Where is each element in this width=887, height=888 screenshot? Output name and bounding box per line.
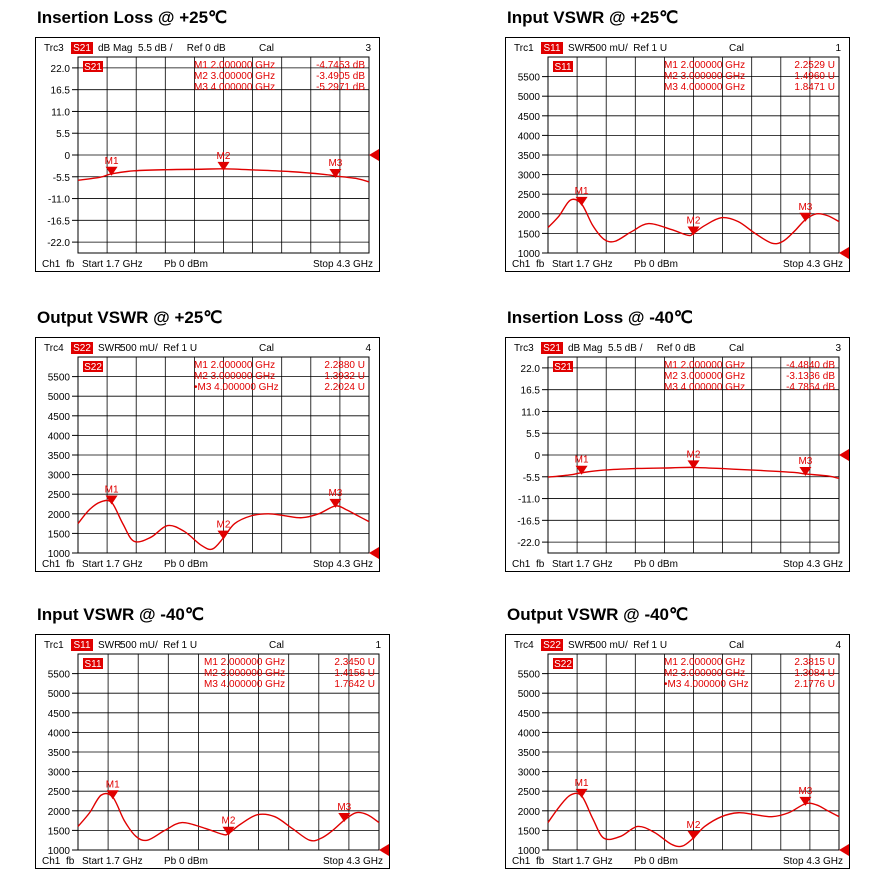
analyzer-screen bbox=[35, 37, 380, 272]
marker-readout-label: M1 2.000000 GHz bbox=[664, 657, 746, 668]
y-tick-label: 22.0 bbox=[520, 363, 540, 375]
y-tick-label: 1500 bbox=[517, 826, 540, 838]
stop-frequency: Stop 4.3 GHz bbox=[312, 559, 373, 570]
format-label: SWR bbox=[98, 343, 122, 354]
y-tick-label: 5500 bbox=[47, 669, 70, 681]
y-tick-label: 4500 bbox=[517, 111, 540, 123]
trace-label: Trc3 bbox=[44, 43, 64, 54]
y-tick-label: 3500 bbox=[517, 151, 540, 162]
cal-label: Cal bbox=[729, 43, 745, 54]
marker-readout-value: 2.2529 U bbox=[794, 60, 835, 71]
marker-readout-value: 2.3450 U bbox=[334, 657, 375, 668]
fb-label: fb bbox=[536, 559, 545, 570]
chart-title: Output VSWR @ +25℃ bbox=[37, 308, 223, 327]
y-tick-label: 0 bbox=[64, 151, 70, 162]
cal-label: Cal bbox=[729, 640, 745, 651]
y-tick-label: -11.0 bbox=[47, 194, 70, 206]
marker-readout-label: M2 3.000000 GHz bbox=[664, 71, 746, 82]
cal-label: Cal bbox=[729, 343, 745, 354]
marker-label: M3 bbox=[798, 785, 813, 797]
format-label: SWR bbox=[568, 43, 592, 54]
chart-svg bbox=[36, 38, 379, 271]
trace-badge-label: S22 bbox=[84, 362, 102, 373]
trace-badge-label: S22 bbox=[554, 659, 572, 670]
chart-panel-insertion-loss-m40c bbox=[505, 308, 850, 571]
chart-svg bbox=[506, 635, 849, 868]
marker-label: M3 bbox=[328, 157, 343, 169]
chart-title: Input VSWR @ -40℃ bbox=[37, 605, 204, 624]
y-tick-label: 4000 bbox=[47, 431, 70, 443]
chart-title: Insertion Loss @ +25℃ bbox=[37, 8, 228, 27]
y-tick-label: 3000 bbox=[47, 470, 70, 482]
y-tick-label: 3000 bbox=[47, 767, 70, 779]
marker-label: M2 bbox=[216, 519, 231, 531]
stop-frequency: Stop 4.3 GHz bbox=[322, 856, 383, 867]
start-frequency: Start 1.7 GHz bbox=[552, 259, 613, 270]
marker-label: M1 bbox=[104, 155, 119, 167]
scale-label: 5.5 dB / bbox=[138, 43, 173, 54]
channel-label: Ch1 bbox=[42, 259, 61, 270]
marker-readout-value: -3.4905 dB bbox=[316, 71, 365, 82]
marker-readout-label: M2 3.000000 GHz bbox=[664, 668, 746, 679]
param-label: S11 bbox=[543, 43, 561, 54]
power-label: Pb 0 dBm bbox=[634, 856, 678, 867]
marker-readout-value: -4.7864 dB bbox=[786, 382, 835, 393]
y-tick-label: 2000 bbox=[47, 806, 70, 818]
trace-label: Trc4 bbox=[514, 640, 534, 651]
format-label: dB Mag bbox=[98, 43, 133, 54]
scale-label: 500 mU/ bbox=[590, 640, 628, 651]
reference-arrow bbox=[379, 844, 389, 856]
y-tick-label: 4500 bbox=[517, 708, 540, 720]
y-tick-label: 2000 bbox=[517, 806, 540, 818]
stop-frequency: Stop 4.3 GHz bbox=[312, 259, 373, 270]
scale-label: 500 mU/ bbox=[590, 43, 628, 54]
marker-readout-label: M2 3.000000 GHz bbox=[194, 71, 276, 82]
marker-readout-label: M1 2.000000 GHz bbox=[204, 657, 286, 668]
stop-frequency: Stop 4.3 GHz bbox=[782, 259, 843, 270]
marker-readout-value: -3.1336 dB bbox=[786, 371, 835, 382]
y-tick-label: 5500 bbox=[47, 372, 70, 384]
marker-label: M3 bbox=[798, 201, 813, 213]
y-tick-label: 3500 bbox=[517, 748, 540, 759]
y-tick-label: 2000 bbox=[517, 209, 540, 221]
marker-label: M1 bbox=[574, 777, 589, 789]
trace-badge-label: S11 bbox=[84, 659, 102, 670]
scale-label: 500 mU/ bbox=[120, 343, 158, 354]
start-frequency: Start 1.7 GHz bbox=[82, 559, 143, 570]
y-tick-label: -22.0 bbox=[517, 538, 540, 550]
ref-label: Ref 1 U bbox=[633, 43, 668, 54]
analyzer-screen bbox=[505, 337, 850, 572]
marker-readout-label: M2 3.000000 GHz bbox=[194, 371, 276, 382]
marker-label: M2 bbox=[686, 819, 701, 831]
y-tick-label: -5.5 bbox=[522, 472, 540, 484]
start-frequency: Start 1.7 GHz bbox=[82, 259, 143, 270]
y-tick-label: 1500 bbox=[517, 229, 540, 241]
channel-label: Ch1 bbox=[512, 259, 531, 270]
trace-number: 1 bbox=[835, 43, 841, 54]
marker-triangle bbox=[688, 831, 700, 840]
chart-panel-output-vswr-m40c bbox=[505, 605, 850, 868]
reference-arrow bbox=[369, 149, 379, 161]
marker-readout-label: •M3 4.000000 GHz bbox=[194, 382, 279, 393]
analyzer-screen bbox=[505, 37, 850, 272]
y-tick-label: 3000 bbox=[517, 170, 540, 182]
chart-panel-insertion-loss-25c bbox=[35, 8, 380, 271]
start-frequency: Start 1.7 GHz bbox=[552, 559, 613, 570]
fb-label: fb bbox=[66, 856, 75, 867]
marker-readout-label: M2 3.000000 GHz bbox=[204, 668, 286, 679]
chart-panel-input-vswr-m40c bbox=[35, 605, 390, 868]
y-tick-label: 22.0 bbox=[50, 63, 70, 75]
marker-label: M1 bbox=[105, 779, 120, 791]
reference-arrow bbox=[839, 449, 849, 461]
y-tick-label: 4500 bbox=[47, 411, 70, 423]
param-label: S22 bbox=[543, 640, 561, 651]
marker-readout-value: 2.3815 U bbox=[794, 657, 835, 668]
param-label: S11 bbox=[73, 640, 91, 651]
fb-label: fb bbox=[66, 259, 75, 270]
marker-readout-value: 1.3084 U bbox=[794, 668, 835, 679]
chart-title: Insertion Loss @ -40℃ bbox=[507, 308, 693, 327]
trace-number: 4 bbox=[365, 343, 371, 354]
reference-arrow bbox=[839, 844, 849, 856]
cal-label: Cal bbox=[269, 640, 285, 651]
fb-label: fb bbox=[66, 559, 75, 570]
chart-svg bbox=[36, 338, 379, 571]
format-label: dB Mag bbox=[568, 343, 603, 354]
y-tick-label: 5500 bbox=[517, 669, 540, 681]
y-tick-label: -22.0 bbox=[47, 238, 70, 250]
reference-arrow bbox=[369, 547, 379, 559]
trace-label: Trc1 bbox=[514, 43, 534, 54]
y-tick-label: 3000 bbox=[517, 767, 540, 779]
y-tick-label: 1500 bbox=[47, 529, 70, 541]
y-tick-label: 5000 bbox=[47, 689, 70, 701]
marker-readout-label: M1 2.000000 GHz bbox=[664, 360, 746, 371]
y-tick-label: 5000 bbox=[517, 689, 540, 701]
trace-number: 3 bbox=[365, 43, 371, 54]
format-label: SWR bbox=[98, 640, 122, 651]
marker-readout-value: 2.1776 U bbox=[794, 679, 835, 690]
power-label: Pb 0 dBm bbox=[164, 259, 208, 270]
marker-readout-value: 1.4960 U bbox=[794, 71, 835, 82]
stop-frequency: Stop 4.3 GHz bbox=[782, 559, 843, 570]
y-tick-label: 11.0 bbox=[521, 407, 540, 419]
trace-number: 4 bbox=[835, 640, 841, 651]
marker-readout-label: M1 2.000000 GHz bbox=[194, 60, 276, 71]
marker-readout-value: 1.7642 U bbox=[334, 679, 375, 690]
marker-label: M1 bbox=[104, 484, 119, 496]
y-tick-label: 2500 bbox=[47, 787, 70, 799]
marker-triangle bbox=[218, 531, 230, 540]
analyzer-screen bbox=[35, 337, 380, 572]
marker-label: M3 bbox=[337, 802, 352, 814]
y-tick-label: -16.5 bbox=[517, 516, 540, 528]
scale-label: 5.5 dB / bbox=[608, 343, 643, 354]
marker-label: M3 bbox=[328, 487, 343, 499]
power-label: Pb 0 dBm bbox=[634, 559, 678, 570]
y-tick-label: 2000 bbox=[47, 509, 70, 521]
ref-label: Ref 1 U bbox=[163, 640, 198, 651]
analyzer-screen bbox=[505, 634, 850, 869]
trace-badge-label: S21 bbox=[554, 362, 572, 373]
y-tick-label: 2500 bbox=[517, 787, 540, 799]
fb-label: fb bbox=[536, 856, 545, 867]
marker-readout-label: M3 4.000000 GHz bbox=[204, 679, 286, 690]
chart-svg bbox=[506, 338, 849, 571]
trace-badge-label: S11 bbox=[554, 62, 572, 73]
y-tick-label: -16.5 bbox=[47, 216, 70, 228]
chart-svg bbox=[506, 38, 849, 271]
marker-readout-value: 2.2024 U bbox=[324, 382, 365, 393]
trace-number: 3 bbox=[835, 343, 841, 354]
y-tick-label: 3500 bbox=[47, 748, 70, 759]
marker-readout-value: -4.7453 dB bbox=[316, 60, 365, 71]
y-tick-label: 1500 bbox=[47, 826, 70, 838]
y-tick-label: 2500 bbox=[47, 490, 70, 502]
channel-label: Ch1 bbox=[512, 559, 531, 570]
power-label: Pb 0 dBm bbox=[164, 559, 208, 570]
marker-label: M2 bbox=[686, 449, 701, 461]
y-tick-label: 0 bbox=[534, 451, 540, 462]
param-label: S22 bbox=[73, 343, 91, 354]
y-tick-label: 1000 bbox=[47, 846, 70, 857]
trace-number: 1 bbox=[375, 640, 381, 651]
ref-label: Ref 1 U bbox=[163, 343, 198, 354]
marker-label: M3 bbox=[798, 455, 813, 467]
marker-readout-value: 1.4156 U bbox=[334, 668, 375, 679]
marker-label: M2 bbox=[216, 150, 231, 162]
marker-readout-label: M1 2.000000 GHz bbox=[664, 60, 746, 71]
y-tick-label: 4500 bbox=[47, 708, 70, 720]
y-tick-label: 1000 bbox=[47, 549, 70, 560]
y-tick-label: 5000 bbox=[47, 392, 70, 404]
marker-readout-value: -5.2971 dB bbox=[316, 82, 365, 93]
y-tick-label: 4000 bbox=[517, 131, 540, 143]
cal-label: Cal bbox=[259, 343, 275, 354]
ref-label: Ref 0 dB bbox=[186, 43, 226, 54]
channel-label: Ch1 bbox=[512, 856, 531, 867]
marker-readout-label: M3 4.000000 GHz bbox=[194, 82, 276, 93]
y-tick-label: 5500 bbox=[517, 72, 540, 84]
channel-label: Ch1 bbox=[42, 559, 61, 570]
chart-svg bbox=[36, 635, 389, 868]
y-tick-label: 1000 bbox=[517, 249, 540, 260]
power-label: Pb 0 dBm bbox=[634, 259, 678, 270]
param-label: S21 bbox=[543, 343, 561, 354]
marker-readout-value: 1.8471 U bbox=[794, 82, 835, 93]
y-tick-label: 2500 bbox=[517, 190, 540, 202]
y-tick-label: 11.0 bbox=[51, 107, 70, 119]
chart-title: Input VSWR @ +25℃ bbox=[507, 8, 679, 27]
reference-arrow bbox=[839, 247, 849, 259]
format-label: SWR bbox=[568, 640, 592, 651]
marker-readout-value: 1.3932 U bbox=[324, 371, 365, 382]
trace-label: Trc4 bbox=[44, 343, 64, 354]
start-frequency: Start 1.7 GHz bbox=[552, 856, 613, 867]
ref-label: Ref 0 dB bbox=[656, 343, 696, 354]
y-tick-label: 5000 bbox=[517, 92, 540, 104]
y-tick-label: 16.5 bbox=[520, 385, 540, 397]
y-tick-label: 1000 bbox=[517, 846, 540, 857]
marker-readout-label: M3 4.000000 GHz bbox=[664, 82, 746, 93]
marker-readout-value: 2.2880 U bbox=[324, 360, 365, 371]
marker-readout-label: M3 4.000000 GHz bbox=[664, 382, 746, 393]
fb-label: fb bbox=[536, 259, 545, 270]
marker-readout-label: M2 3.000000 GHz bbox=[664, 371, 746, 382]
marker-label: M2 bbox=[221, 815, 236, 827]
stop-frequency: Stop 4.3 GHz bbox=[782, 856, 843, 867]
start-frequency: Start 1.7 GHz bbox=[82, 856, 143, 867]
chart-title: Output VSWR @ -40℃ bbox=[507, 605, 689, 624]
channel-label: Ch1 bbox=[42, 856, 61, 867]
chart-panel-input-vswr-25c bbox=[505, 8, 850, 271]
y-tick-label: 4000 bbox=[47, 728, 70, 740]
marker-label: M2 bbox=[686, 215, 701, 227]
y-tick-label: -5.5 bbox=[52, 172, 70, 184]
marker-readout-label: •M3 4.000000 GHz bbox=[664, 679, 749, 690]
marker-triangle bbox=[107, 790, 119, 799]
y-tick-label: -11.0 bbox=[517, 494, 540, 506]
y-tick-label: 3500 bbox=[47, 451, 70, 462]
chart-panel-output-vswr-25c bbox=[35, 308, 380, 571]
marker-label: M1 bbox=[574, 185, 589, 197]
marker-readout-label: M1 2.000000 GHz bbox=[194, 360, 276, 371]
param-label: S21 bbox=[73, 43, 91, 54]
marker-readout-value: -4.4840 dB bbox=[786, 360, 835, 371]
marker-label: M1 bbox=[574, 454, 589, 466]
y-tick-label: 4000 bbox=[517, 728, 540, 740]
y-tick-label: 5.5 bbox=[56, 129, 70, 141]
trace-label: Trc3 bbox=[514, 343, 534, 354]
cal-label: Cal bbox=[259, 43, 275, 54]
y-tick-label: 5.5 bbox=[526, 429, 540, 441]
power-label: Pb 0 dBm bbox=[164, 856, 208, 867]
trace-label: Trc1 bbox=[44, 640, 64, 651]
trace-badge-label: S21 bbox=[84, 62, 102, 73]
analyzer-screen bbox=[35, 634, 390, 869]
ref-label: Ref 1 U bbox=[633, 640, 668, 651]
y-tick-label: 16.5 bbox=[50, 85, 70, 97]
scale-label: 500 mU/ bbox=[120, 640, 158, 651]
